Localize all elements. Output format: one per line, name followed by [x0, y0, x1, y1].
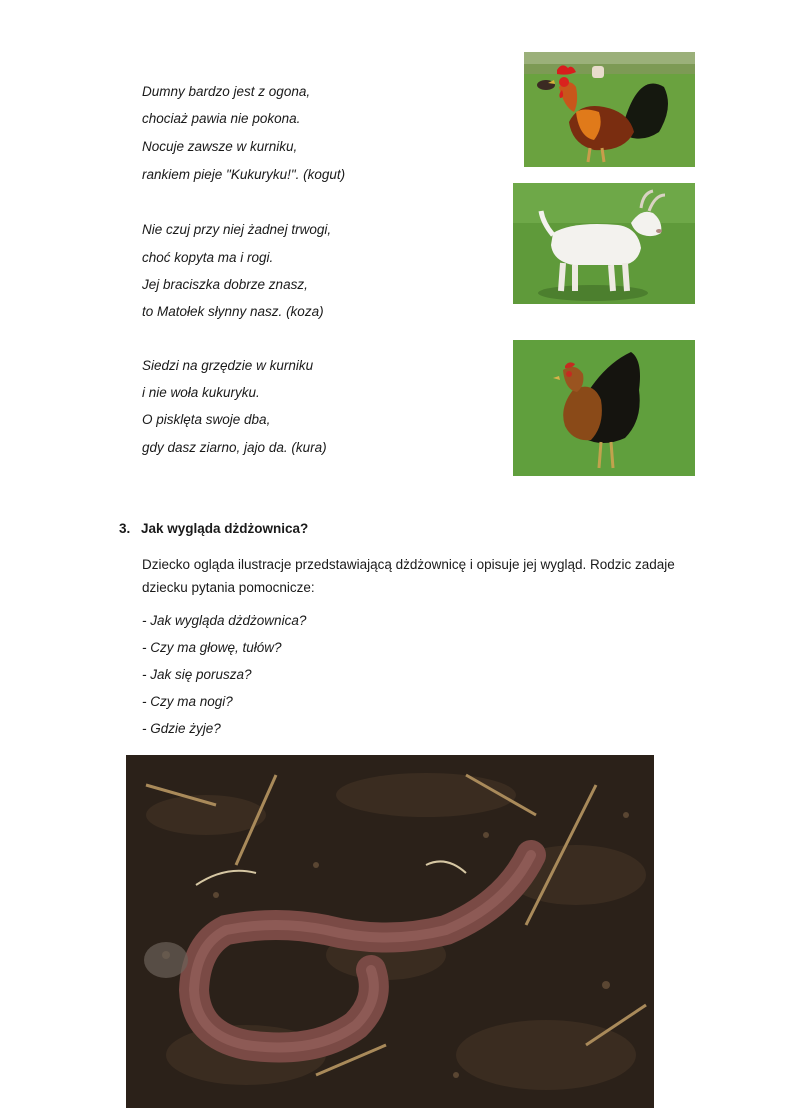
- earthworm-photo: [126, 755, 654, 1108]
- riddle-3-line-1: Siedzi na grzędzie w kurniku: [142, 358, 314, 373]
- question-3: - Jak się porusza?: [142, 667, 252, 682]
- riddle-2-line-3: Jej braciszka dobrze znasz,: [142, 277, 308, 292]
- riddle-3-line-2: i nie woła kukuryku.: [142, 385, 260, 400]
- rooster-photo: [524, 52, 695, 167]
- riddle-1-line-3: Nocuje zawsze w kurniku,: [142, 139, 298, 154]
- riddle-1-line-2: chociaż pawia nie pokona.: [142, 111, 301, 126]
- section-paragraph-line-2: dziecku pytania pomocnicze:: [142, 580, 315, 595]
- question-5: - Gdzie żyje?: [142, 721, 221, 736]
- section-paragraph-line-1: Dziecko ogląda ilustracje przedstawiającą dżdżownicę i opisuje jej wygląd. Rodzic zadaje: [142, 557, 675, 572]
- riddle-2-line-2: choć kopyta ma i rogi.: [142, 250, 274, 265]
- question-1: - Jak wygląda dżdżownica?: [142, 613, 307, 628]
- section-title: Jak wygląda dżdżownica?: [141, 521, 309, 536]
- riddle-3-line-3: O pisklęta swoje dba,: [142, 412, 271, 427]
- goat-photo: [513, 183, 695, 304]
- riddle-1-line-1: Dumny bardzo jest z ogona,: [142, 84, 311, 99]
- riddle-2-line-1: Nie czuj przy niej żadnej trwogi,: [142, 222, 332, 237]
- riddle-1-line-4: rankiem pieje "Kukuryku!". (kogut): [142, 167, 346, 182]
- section-heading: [119, 521, 308, 536]
- riddle-2-line-4: to Matołek słynny nasz. (koza): [142, 304, 324, 319]
- hen-photo: [513, 340, 695, 476]
- question-2: - Czy ma głowę, tułów?: [142, 640, 282, 655]
- riddle-3-line-4: gdy dasz ziarno, jajo da. (kura): [142, 440, 327, 455]
- question-4: - Czy ma nogi?: [142, 694, 233, 709]
- section-number: 3.: [119, 521, 131, 536]
